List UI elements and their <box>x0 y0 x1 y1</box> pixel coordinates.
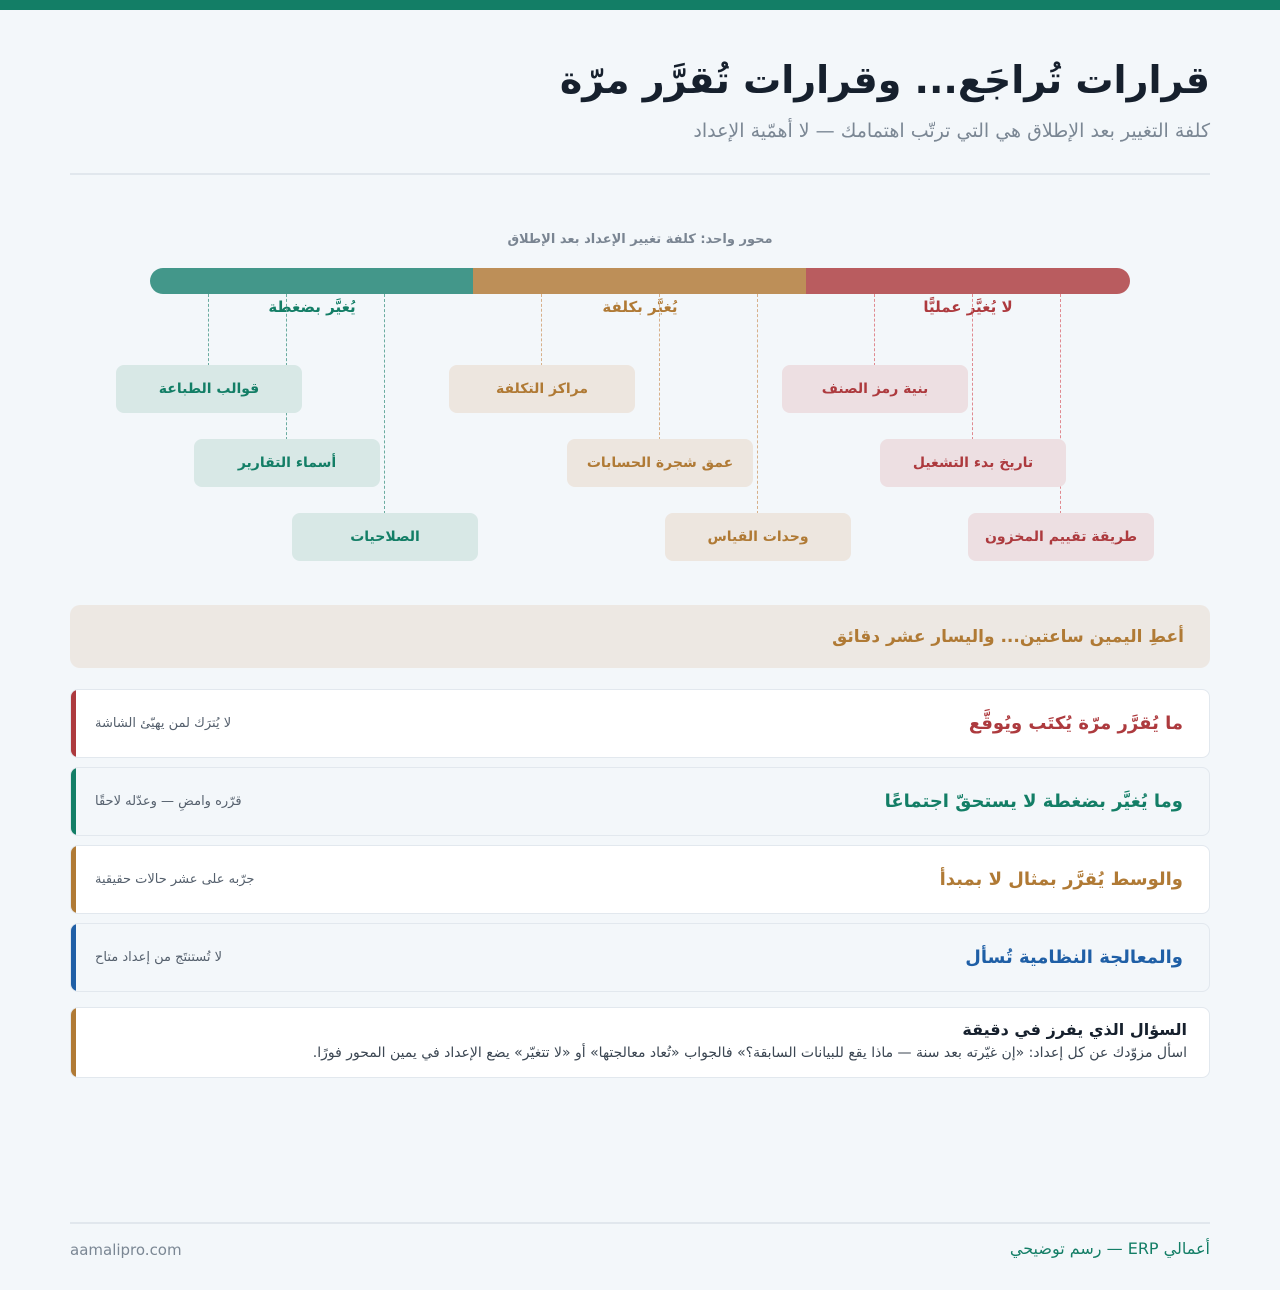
zone-label-hard: لا يُغيَّر عمليًّا <box>923 298 1013 316</box>
rule-side-text: قرّره وامضِ — وعدّله لاحقًا <box>95 794 242 809</box>
connector-line <box>384 294 385 514</box>
top-accent-bar <box>0 0 1280 10</box>
zone-label-easy: يُغيَّر بضغطة <box>268 298 356 316</box>
page-title: قرارات تُراجَع... وقرارات تُقرَّر مرّة <box>559 58 1210 102</box>
axis-caption: محور واحد: كلفة تغيير الإعداد بعد الإطلاق <box>507 232 773 247</box>
footer-divider <box>70 1222 1210 1224</box>
item-print-templates: قوالب الطباعة <box>116 365 302 413</box>
connector-line <box>541 294 542 366</box>
time-allocation-note: أعطِ اليمين ساعتين... واليسار عشر دقائق <box>70 605 1210 668</box>
rule-card <box>70 767 1210 836</box>
rule-main-text: والمعالجة النظامية تُسأل <box>965 947 1183 968</box>
item-report-names: أسماء التقارير <box>194 439 380 487</box>
connector-line <box>972 294 973 440</box>
rule-side-text: لا يُترَك لمن يهيّئ الشاشة <box>95 716 232 731</box>
zone-label-medium: يُغيَّر بكلفة <box>602 298 678 316</box>
item-chart-depth: عمق شجرة الحسابات <box>567 439 753 487</box>
rule-card <box>70 923 1210 992</box>
axis-segment-medium <box>473 268 806 294</box>
key-question-box <box>70 1007 1210 1078</box>
connector-line <box>208 294 209 366</box>
rule-card <box>70 845 1210 914</box>
cost-axis <box>150 268 1130 294</box>
connector-line <box>659 294 660 440</box>
item-cost-centers: مراكز التكلفة <box>449 365 635 413</box>
rule-main-text: والوسط يُقرَّر بمثال لا بمبدأ <box>939 869 1183 890</box>
header-divider <box>70 173 1210 175</box>
axis-segment-easy <box>150 268 473 294</box>
rule-side-text: جرّبه على عشر حالات حقيقية <box>95 872 255 887</box>
footer-brand: أعمالي ERP — رسم توضيحي <box>1009 1239 1210 1258</box>
item-item-code: بنية رمز الصنف <box>782 365 968 413</box>
rule-side-text: لا تُستنتَج من إعداد متاح <box>95 950 223 965</box>
rule-main-text: ما يُقرَّر مرّة يُكتَب ويُوقَّع <box>968 713 1183 734</box>
footer-site: aamalipro.com <box>70 1241 182 1259</box>
connector-line <box>874 294 875 366</box>
key-question-text: اسأل مزوّدك عن كل إعداد: «إن غيّرته بعد سنة — ماذا يقع للبيانات السابقة؟» فالجواب «تُعاد معالجتها» أو «لا تتغيّر» يضع الإعداد في يمين المحور فورًا. <box>312 1045 1187 1061</box>
item-units: وحدات القياس <box>665 513 851 561</box>
axis-segment-hard <box>806 268 1130 294</box>
item-go-live-date: تاريخ بدء التشغيل <box>880 439 1066 487</box>
key-question-title: السؤال الذي يفرز في دقيقة <box>962 1020 1187 1039</box>
rule-card <box>70 689 1210 758</box>
connector-line <box>757 294 758 514</box>
item-permissions: الصلاحيات <box>292 513 478 561</box>
rule-main-text: وما يُغيَّر بضغطة لا يستحقّ اجتماعًا <box>884 791 1183 812</box>
item-valuation: طريقة تقييم المخزون <box>968 513 1154 561</box>
page-subtitle: كلفة التغيير بعد الإطلاق هي التي ترتّب اهتمامك — لا أهمّية الإعداد <box>693 120 1210 142</box>
